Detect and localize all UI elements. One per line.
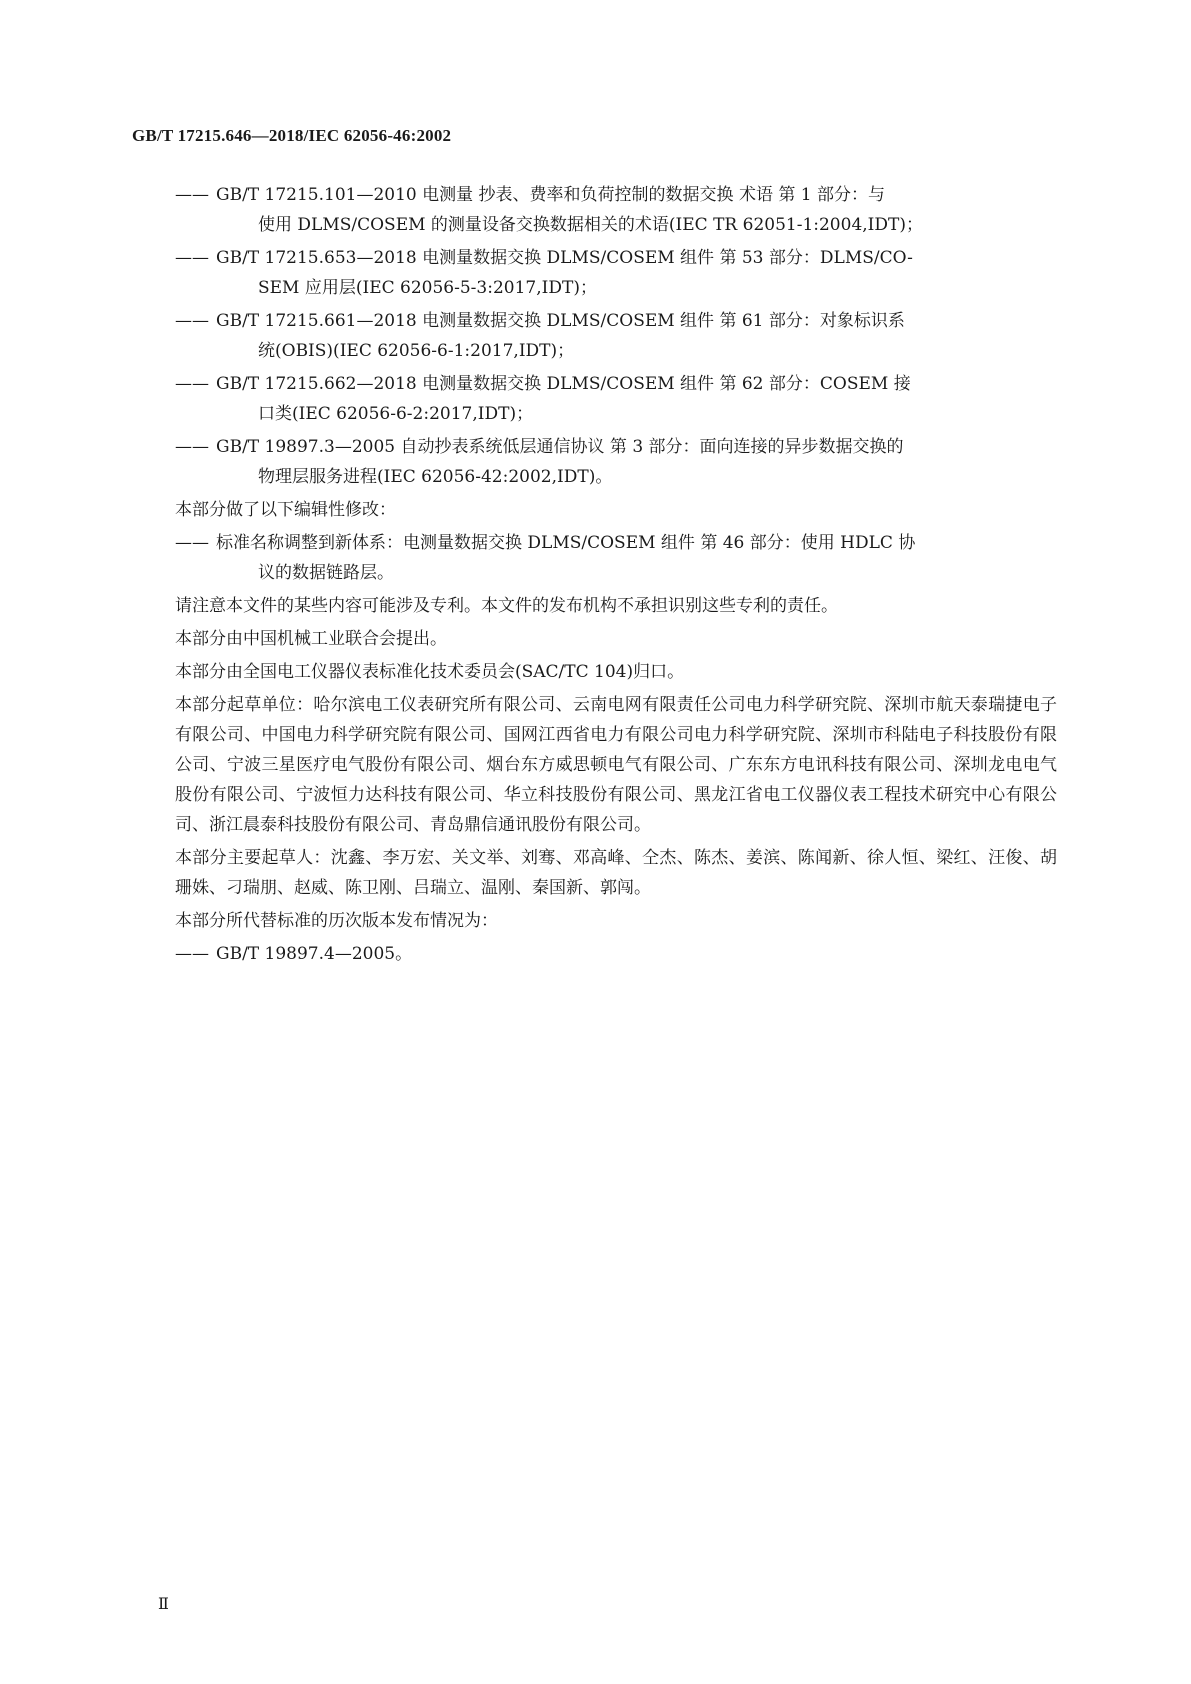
dash-mark: —— (175, 311, 209, 331)
reference-item (175, 180, 1057, 240)
reference-item (175, 369, 1057, 429)
dash-mark: —— (175, 944, 209, 964)
dash-mark: —— (175, 437, 209, 457)
standard-id-header: GB/T 17215.646—2018/IEC 62056-46:2002 (132, 126, 452, 145)
proposed-by: 本部分由中国机械工业联合会提出。 (175, 629, 447, 649)
dash-mark: —— (175, 374, 209, 394)
reference-item (175, 243, 1057, 303)
managed-by: 本部分由全国电工仪器仪表标准化技术委员会(SAC/TC 104)归口。 (175, 662, 685, 682)
reference-line-2: 统(OBIS)(IEC 62056-6-1:2017,IDT)； (258, 341, 575, 361)
foreword-body (175, 180, 1057, 972)
editorial-line-1: 标准名称调整到新体系：电测量数据交换 DLMS/COSEM 组件 第 46 部分：使用 HDLC 协 (216, 533, 916, 553)
dash-mark: —— (175, 248, 209, 268)
reference-item (175, 306, 1057, 366)
reference-line-1: GB/T 17215.101—2010 电测量 抄表、费率和负荷控制的数据交换 术语 第 1 部分：与 (216, 185, 885, 205)
drafters-text: 本部分主要起草人：沈鑫、李万宏、关文举、刘骞、邓高峰、仝杰、陈杰、姜滨、陈闻新、徐人恒、梁红、汪俊、胡珊姝、刁瑞朋、赵威、陈卫刚、吕瑞立、温刚、秦国新、郭闯。 (175, 848, 1057, 898)
dash-mark: —— (175, 533, 209, 553)
reference-line-2: SEM 应用层(IEC 62056-5-3:2017,IDT)； (258, 278, 597, 298)
reference-line-2: 物理层服务进程(IEC 62056-42:2002,IDT)。 (258, 467, 613, 487)
reference-line-2: 使用 DLMS/COSEM 的测量设备交换数据相关的术语(IEC TR 62051-1:2004,IDT)； (258, 215, 923, 235)
reference-item (175, 432, 1057, 492)
editorial-intro: 本部分做了以下编辑性修改： (175, 500, 396, 520)
editorial-line-2: 议的数据链路层。 (258, 563, 394, 583)
reference-line-1: GB/T 17215.661—2018 电测量数据交换 DLMS/COSEM 组件 第 61 部分：对象标识系 (216, 311, 905, 331)
reference-line-1: GB/T 17215.662—2018 电测量数据交换 DLMS/COSEM 组件 第 62 部分：COSEM 接 (216, 374, 911, 394)
reference-line-2: 口类(IEC 62056-6-2:2017,IDT)； (258, 404, 534, 424)
history-item (175, 939, 1057, 969)
patent-note: 请注意本文件的某些内容可能涉及专利。本文件的发布机构不承担识别这些专利的责任。 (175, 596, 838, 616)
reference-line-1: GB/T 17215.653—2018 电测量数据交换 DLMS/COSEM 组件 第 53 部分：DLMS/CO- (216, 248, 913, 268)
history-intro: 本部分所代替标准的历次版本发布情况为： (175, 911, 498, 931)
drafting-units (134, 690, 1057, 840)
reference-line-1: GB/T 19897.3—2005 自动抄表系统低层通信协议 第 3 部分：面向连接的异步数据交换的 (216, 437, 904, 457)
page-number: Ⅱ (158, 1596, 169, 1613)
history-text: GB/T 19897.4—2005。 (216, 944, 413, 964)
dash-mark: —— (175, 185, 209, 205)
drafting-units-text: 本部分起草单位：哈尔滨电工仪表研究所有限公司、云南电网有限责任公司电力科学研究院、深圳市航天泰瑞捷电子有限公司、中国电力科学研究院有限公司、国网江西省电力有限公司电力科学研究院、深圳市科陆电子科技股份有限公司、宁波三星医疗电气股份有限公司、烟台东方威思顿电气有限公司、广东东方电讯科技有限公司、深圳龙电电气股份有限公司、宁波恒力达科技有限公司、华立科技股份有限公司、黑龙江省电工仪器仪表工程技术研究中心有限公司、浙江晨泰科技股份有限公司、青岛鼎信通讯股份有限公司。 (175, 695, 1057, 835)
editorial-item (175, 528, 1057, 588)
drafters (134, 843, 1057, 903)
